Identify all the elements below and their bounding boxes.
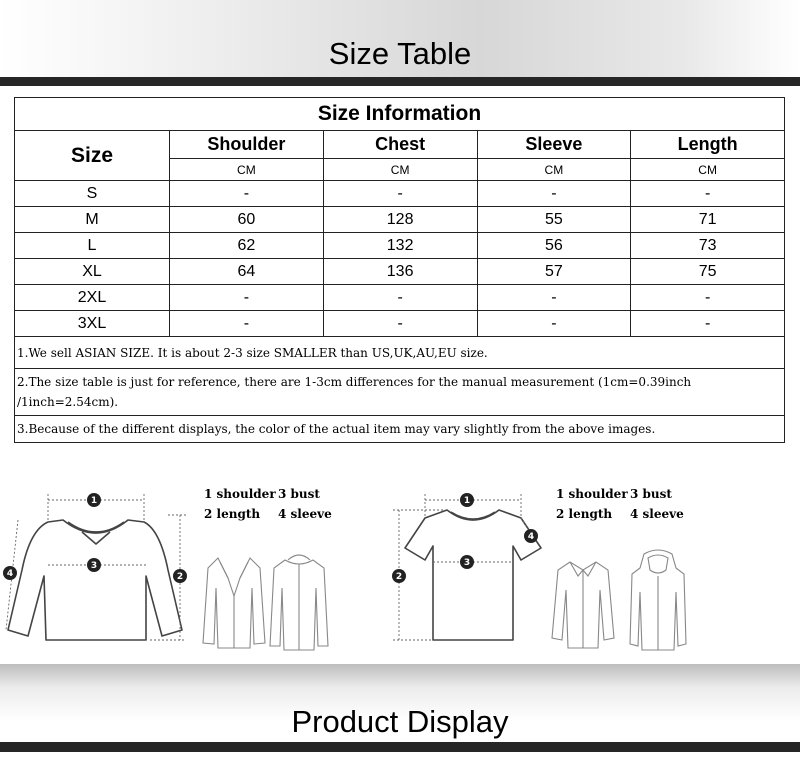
marker-3: 3 <box>463 558 471 568</box>
table-cell: - <box>170 285 324 311</box>
legend-bust: 3 bust <box>278 487 320 501</box>
table-cell: - <box>477 181 631 207</box>
size-note-3: 3.Because of the different displays, the color of the actual item may vary slightly from the above images. <box>15 416 785 443</box>
legend-length: 2 length <box>556 507 613 521</box>
table-cell: 64 <box>170 259 324 285</box>
table-cell: 55 <box>477 207 631 233</box>
marker-1: 1 <box>90 496 98 506</box>
size-cell: 3XL <box>15 311 170 337</box>
bottom-divider <box>0 742 800 752</box>
marker-3: 3 <box>90 561 98 571</box>
table-row <box>15 259 785 285</box>
table-cell: 128 <box>323 207 477 233</box>
table-cell: - <box>631 311 785 337</box>
table-row <box>15 311 785 337</box>
marker-2: 2 <box>176 572 184 582</box>
marker-4: 4 <box>527 532 535 542</box>
marker-1: 1 <box>463 496 471 506</box>
top-divider <box>0 77 800 86</box>
size-cell: XL <box>15 259 170 285</box>
legend-sleeve: 4 sleeve <box>630 507 684 521</box>
table-cell: - <box>323 181 477 207</box>
column-header-length: Length <box>631 131 785 159</box>
table-cell: 60 <box>170 207 324 233</box>
size-cell: M <box>15 207 170 233</box>
size-header: Size <box>15 131 170 181</box>
size-table-title: Size Table <box>328 36 472 71</box>
unit-label: CM <box>170 159 324 181</box>
table-cell: 73 <box>631 233 785 259</box>
unit-label: CM <box>477 159 631 181</box>
jacket-sketches <box>200 548 330 658</box>
size-note-1: 1.We sell ASIAN SIZE. It is about 2-3 size SMALLER than US,UK,AU,EU size. <box>15 337 785 369</box>
table-cell: 62 <box>170 233 324 259</box>
size-note-2: 2.The size table is just for reference, there are 1-3cm differences for the manual measurement (1cm=0.39inch /1inch=2.54cm). <box>15 369 785 416</box>
size-information-table <box>14 97 785 443</box>
table-row <box>15 207 785 233</box>
table-cell: - <box>477 285 631 311</box>
size-table-banner <box>0 0 800 86</box>
table-cell: 71 <box>631 207 785 233</box>
table-cell: 136 <box>323 259 477 285</box>
short-sleeve-measurement-diagram <box>385 480 545 650</box>
legend-bust: 3 bust <box>630 487 672 501</box>
table-cell: - <box>631 285 785 311</box>
unit-label: CM <box>631 159 785 181</box>
table-cell: 132 <box>323 233 477 259</box>
shirt-hoodie-sketches <box>548 548 688 658</box>
table-row <box>15 181 785 207</box>
table-cell: - <box>170 311 324 337</box>
size-cell: S <box>15 181 170 207</box>
table-row <box>15 285 785 311</box>
product-display-title: Product Display <box>291 704 509 739</box>
marker-2: 2 <box>395 572 403 582</box>
size-cell: 2XL <box>15 285 170 311</box>
long-sleeve-measurement-diagram <box>0 480 200 650</box>
marker-4: 4 <box>6 569 14 579</box>
table-cell: 57 <box>477 259 631 285</box>
legend-shoulder: 1 shoulder <box>556 487 628 501</box>
unit-label: CM <box>323 159 477 181</box>
table-row <box>15 233 785 259</box>
column-header-chest: Chest <box>323 131 477 159</box>
table-title: Size Information <box>15 98 785 131</box>
table-cell: - <box>631 181 785 207</box>
legend-shoulder: 1 shoulder <box>204 487 276 501</box>
table-cell: - <box>170 181 324 207</box>
table-cell: - <box>323 285 477 311</box>
table-cell: 56 <box>477 233 631 259</box>
size-cell: L <box>15 233 170 259</box>
table-cell: - <box>323 311 477 337</box>
legend-length: 2 length <box>204 507 261 521</box>
legend-sleeve: 4 sleeve <box>278 507 332 521</box>
column-header-sleeve: Sleeve <box>477 131 631 159</box>
table-cell: 75 <box>631 259 785 285</box>
table-cell: - <box>477 311 631 337</box>
column-header-shoulder: Shoulder <box>170 131 324 159</box>
